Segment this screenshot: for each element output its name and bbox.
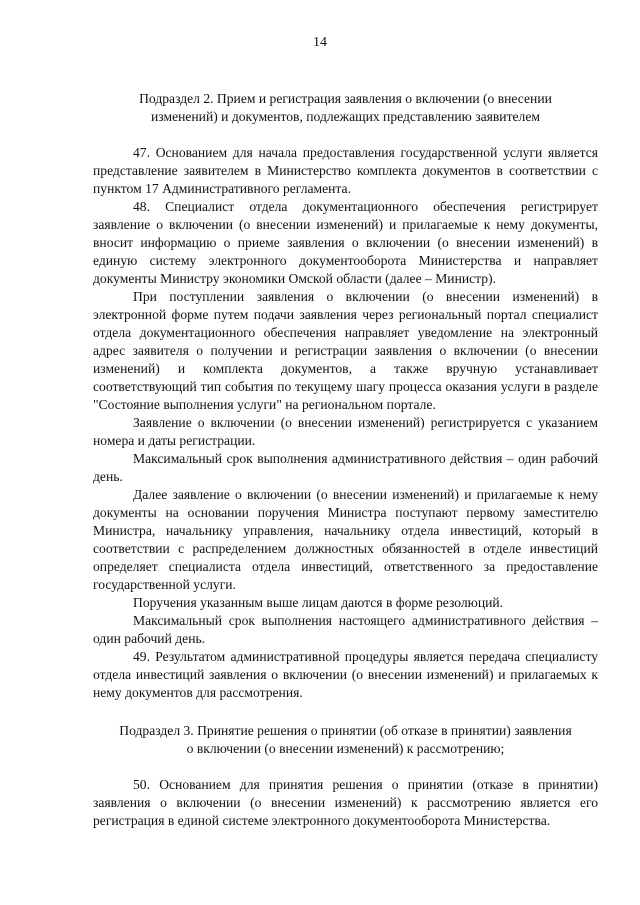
section-2-heading — [93, 90, 598, 126]
paragraph-47: 47. Основанием для начала предоставления государственной услуги является представление заявителем в Министерство комплекта документов в соответствии с пунктом 17 Административного регламента. — [93, 145, 598, 196]
section-spacer — [93, 702, 598, 722]
section-3-heading-line-1: Подраздел 3. Принятие решения о принятии (об отказе в принятии) заявления — [119, 723, 572, 738]
section-3-heading-line-2: о включении (о внесении изменений) к рассмотрению; — [186, 741, 505, 756]
paragraph-routing: Далее заявление о включении (о внесении изменений) и прилагаемые к нему документы на основании поручения Министра поступают первому заместителю Министра, начальнику управления, начальнику отдела инвестиций, который в соответствии с распределением должностных обязанностей в отделе инвестиций определяет специалиста отдела инвестиций, ответственного за предоставление государственной услуги. — [93, 487, 598, 592]
paragraph-48: 48. Специалист отдела документационного обеспечения регистрирует заявление о включении (о внесении изменений) и прилагаемые к нему документы, вносит информацию о приеме заявления о включении (о внесении изменений) в единую систему электронного документооборота Министерства и направляет документы Министру экономики Омской области (далее – Министр). — [93, 199, 598, 286]
section-2-heading-line-2: изменений) и документов, подлежащих представлению заявителем — [151, 109, 540, 124]
paragraph-49: 49. Результатом административной процедуры является передача специалисту отдела инвестиций заявления о включении (о внесении изменений) и прилагаемых к нему документов для рассмотрения. — [93, 649, 598, 700]
paragraph-50: 50. Основанием для принятия решения о принятии (отказе в принятии) заявления о включении (о внесении изменений) к рассмотрению является его регистрация в единой системе электронного документооборота Министерства. — [93, 777, 598, 828]
document-body — [93, 90, 598, 830]
section-2-heading-line-1: Подраздел 2. Прием и регистрация заявления о включении (о внесении — [139, 91, 552, 106]
paragraph-deadline-1: Максимальный срок выполнения административного действия – один рабочий день. — [93, 451, 598, 484]
page-number: 14 — [313, 35, 327, 50]
paragraph-resolutions: Поручения указанным выше лицам даются в форме резолюций. — [133, 595, 504, 610]
section-3-heading — [93, 722, 598, 758]
paragraph-electronic-submission: При поступлении заявления о включении (о внесении изменений) в электронной форме путем подачи заявления через региональный портал специалист отдела документационного обеспечения направляет уведомление на электронный адрес заявителя о получении и регистрации заявления о включении (о внесении изменений) и комплекта документов, а также вручную устанавливает соответствующий тип события по текущему шагу процесса оказания услуги в разделе "Состояние выполнения услуги" на региональном портале. — [93, 289, 598, 412]
paragraph-deadline-2: Максимальный срок выполнения настоящего административного действия – один рабочий день. — [93, 613, 598, 646]
paragraph-registration: Заявление о включении (о внесении изменений) регистрируется с указанием номера и даты регистрации. — [93, 415, 598, 448]
